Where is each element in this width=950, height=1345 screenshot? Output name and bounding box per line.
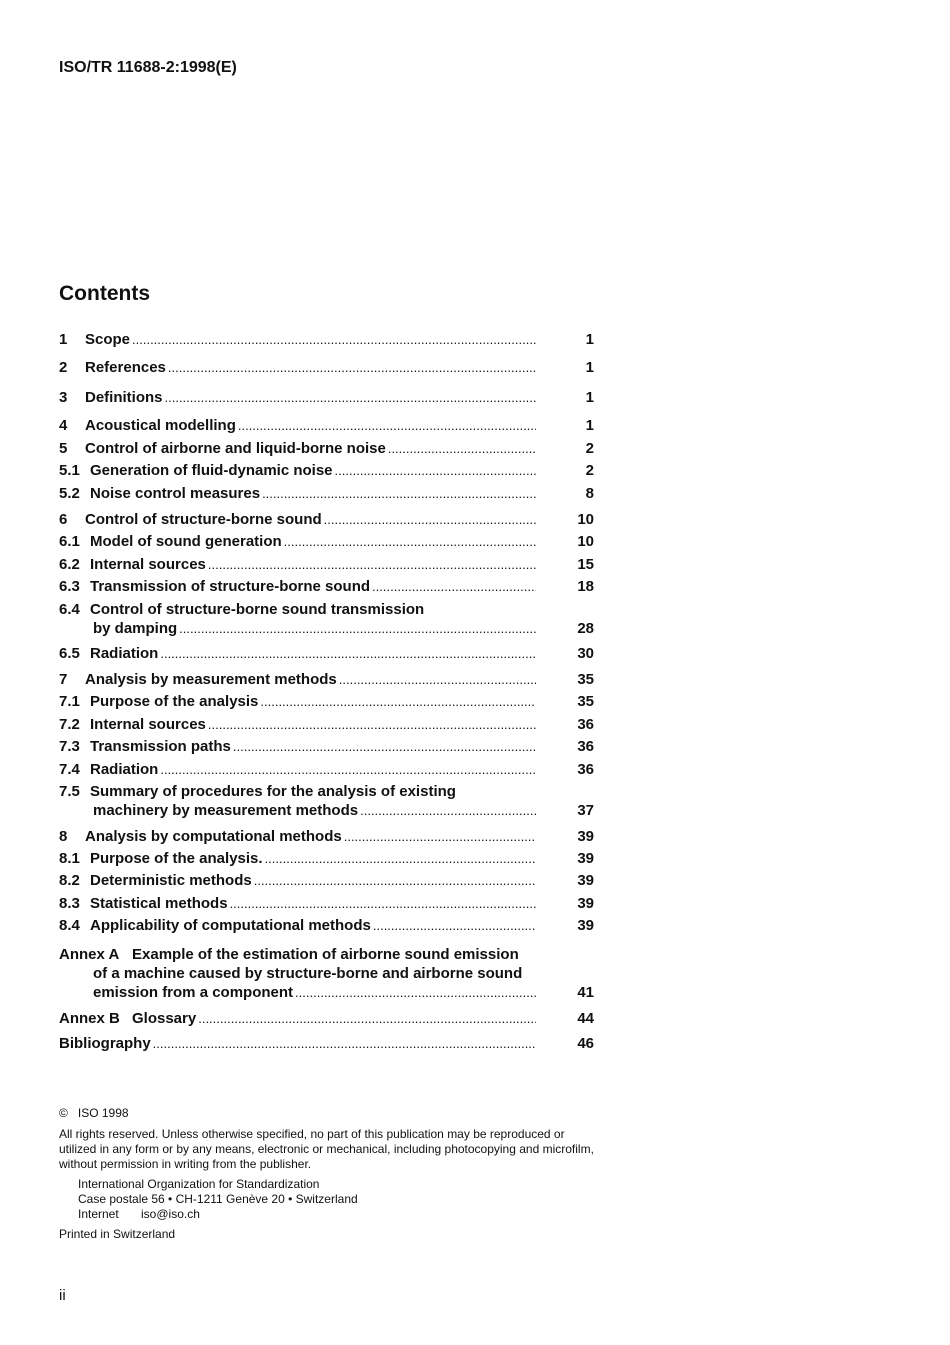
toc-leader xyxy=(168,358,536,377)
toc-page: 1 xyxy=(585,359,594,376)
toc-leader xyxy=(360,801,536,820)
toc-page: 44 xyxy=(577,1010,594,1027)
toc-leader xyxy=(260,692,536,711)
toc-number: 7 xyxy=(59,671,68,688)
toc-entry xyxy=(59,760,594,779)
toc-entry xyxy=(59,916,594,935)
toc-page: 1 xyxy=(585,389,594,406)
toc-entry xyxy=(59,600,594,638)
toc-entry xyxy=(59,358,594,377)
toc-leader xyxy=(160,644,536,663)
toc-title: Definitions xyxy=(85,389,163,406)
toc-page: 10 xyxy=(577,533,594,550)
toc-number: 5 xyxy=(59,440,68,457)
internet-address: iso@iso.ch xyxy=(141,1207,200,1221)
organization-address xyxy=(59,1177,599,1222)
toc-number: 8.3 xyxy=(59,895,80,912)
toc-title: Example of the estimation of airborne sound emission xyxy=(132,946,519,963)
toc-leader xyxy=(373,916,536,935)
toc-number: Annex A xyxy=(59,946,120,963)
document-header: ISO/TR 11688-2:1998(E) xyxy=(59,59,237,76)
internet-label: Internet xyxy=(78,1207,119,1221)
toc-entry xyxy=(59,692,594,711)
toc-number: 1 xyxy=(59,331,68,348)
toc-number: Annex B xyxy=(59,1010,120,1027)
toc-entry xyxy=(59,737,594,756)
toc-entry xyxy=(59,484,594,503)
toc-entry xyxy=(59,388,594,407)
toc-title: Analysis by computational methods xyxy=(85,828,342,845)
toc-number: 5.2 xyxy=(59,485,80,502)
toc-leader xyxy=(165,388,537,407)
toc-entry xyxy=(59,416,594,435)
toc-number: 8.4 xyxy=(59,917,80,934)
toc-leader xyxy=(262,484,536,503)
contents-title: Contents xyxy=(59,282,150,305)
toc-entry xyxy=(59,510,594,529)
toc-number: 6.5 xyxy=(59,645,80,662)
toc-entry xyxy=(59,439,594,458)
toc-number: 3 xyxy=(59,389,68,406)
toc-title: Acoustical modelling xyxy=(85,417,236,434)
toc-number: 6.4 xyxy=(59,601,80,618)
toc-title: Deterministic methods xyxy=(90,872,252,889)
copyright-icon: © xyxy=(59,1106,68,1120)
toc-title: Control of structure-borne sound transmission xyxy=(90,601,425,618)
toc-page: 36 xyxy=(577,716,594,733)
toc-title: Summary of procedures for the analysis of existing xyxy=(90,783,456,800)
toc-page: 36 xyxy=(577,738,594,755)
copyright-line xyxy=(59,1106,599,1121)
toc-page: 46 xyxy=(577,1035,594,1052)
copyright-text: ISO 1998 xyxy=(77,1106,129,1120)
toc-number: 7.4 xyxy=(59,761,80,778)
toc-page: 41 xyxy=(577,984,594,1001)
toc-title: Glossary xyxy=(132,1010,197,1027)
toc-number: 6 xyxy=(59,511,68,528)
toc-title: Control of airborne and liquid-borne noise xyxy=(85,440,386,457)
toc-page: 30 xyxy=(577,645,594,662)
toc-title-continued: machinery by measurement methods xyxy=(93,802,359,819)
toc-leader xyxy=(208,555,536,574)
toc-leader xyxy=(372,577,536,596)
toc-entry xyxy=(59,330,594,349)
toc-page: 1 xyxy=(585,417,594,434)
toc-title: Generation of fluid-dynamic noise xyxy=(90,462,333,479)
toc-leader xyxy=(388,439,536,458)
toc-page: 39 xyxy=(577,895,594,912)
toc-page: 2 xyxy=(585,462,594,479)
toc-leader xyxy=(254,871,536,890)
toc-page: 2 xyxy=(585,440,594,457)
toc-number: 7.3 xyxy=(59,738,80,755)
toc-entry xyxy=(59,1034,594,1053)
printed-in: Printed in Switzerland xyxy=(59,1227,176,1241)
org-name: International Organization for Standardization xyxy=(78,1177,320,1191)
toc-page: 35 xyxy=(577,671,594,688)
toc-leader xyxy=(324,510,536,529)
toc-title: Transmission of structure-borne sound xyxy=(90,578,371,595)
toc-title: Internal sources xyxy=(90,556,206,573)
toc-entry xyxy=(59,532,594,551)
toc-title: Radiation xyxy=(90,645,159,662)
toc-number: 5.1 xyxy=(59,462,80,479)
toc-entry xyxy=(59,577,594,596)
toc-title-continued: by damping xyxy=(93,620,178,637)
toc-number: 4 xyxy=(59,417,68,434)
toc-title: Noise control measures xyxy=(90,485,261,502)
toc-leader xyxy=(284,532,536,551)
toc-leader xyxy=(230,894,536,913)
toc-entry xyxy=(59,461,594,480)
toc-title: Scope xyxy=(85,331,131,348)
rights-notice: All rights reserved. Unless otherwise specified, no part of this publication may be reproduced or utilized in any form or by any means, electronic or mechanical, including photocopying and microfilm, without permission in writing from the publisher. xyxy=(59,1127,594,1171)
toc-page: 39 xyxy=(577,917,594,934)
toc-number: 6.3 xyxy=(59,578,80,595)
toc-leader xyxy=(233,737,536,756)
toc-entry xyxy=(59,945,594,1002)
toc-entry xyxy=(59,1009,594,1028)
toc-title: Purpose of the analysis. xyxy=(90,850,263,867)
toc-leader xyxy=(238,416,536,435)
toc-entry xyxy=(59,670,594,689)
toc-leader xyxy=(208,715,536,734)
toc-page: 39 xyxy=(577,850,594,867)
toc-page: 28 xyxy=(577,620,594,637)
toc-number: 6.2 xyxy=(59,556,80,573)
toc-page: 10 xyxy=(577,511,594,528)
toc-title: Analysis by measurement methods xyxy=(85,671,337,688)
toc-leader xyxy=(179,619,536,638)
toc-number: 7.2 xyxy=(59,716,80,733)
toc-leader xyxy=(132,330,536,349)
toc-title: Model of sound generation xyxy=(90,533,282,550)
toc-leader xyxy=(265,849,536,868)
toc-number: 2 xyxy=(59,359,68,376)
toc-title: Purpose of the analysis xyxy=(90,693,259,710)
toc-number: 8 xyxy=(59,828,68,845)
toc-title: Internal sources xyxy=(90,716,206,733)
toc-number: 8.2 xyxy=(59,872,80,889)
toc-title: Control of structure-borne sound xyxy=(85,511,322,528)
toc-number: 7.1 xyxy=(59,693,80,710)
copyright-block xyxy=(59,1106,599,1242)
toc-leader xyxy=(160,760,536,779)
toc-number: 6.1 xyxy=(59,533,80,550)
toc-leader xyxy=(344,827,536,846)
toc-leader xyxy=(295,983,536,1002)
toc-entry xyxy=(59,555,594,574)
toc-title: Transmission paths xyxy=(90,738,231,755)
toc-leader xyxy=(198,1009,536,1028)
toc-number: 7.5 xyxy=(59,783,80,800)
toc-entry xyxy=(59,827,594,846)
toc-entry xyxy=(59,782,594,820)
toc-page: 35 xyxy=(577,693,594,710)
page-number: ii xyxy=(59,1287,66,1304)
toc-entry xyxy=(59,849,594,868)
toc-number: 8.1 xyxy=(59,850,80,867)
toc-entry xyxy=(59,871,594,890)
toc-page: 39 xyxy=(577,872,594,889)
toc-page: 39 xyxy=(577,828,594,845)
toc-page: 1 xyxy=(585,331,594,348)
toc-leader xyxy=(339,670,536,689)
toc-entry xyxy=(59,715,594,734)
toc-leader xyxy=(335,461,536,480)
toc-title-continued: emission from a component xyxy=(93,984,294,1001)
toc-page: 8 xyxy=(585,485,594,502)
toc-title: Statistical methods xyxy=(90,895,228,912)
toc-title: Bibliography xyxy=(59,1035,151,1052)
toc-title-continued: of a machine caused by structure-borne and airborne sound xyxy=(93,965,523,982)
toc-leader xyxy=(153,1034,536,1053)
org-postal-address: Case postale 56 • CH-1211 Genève 20 • Switzerland xyxy=(78,1192,358,1206)
toc-entry xyxy=(59,644,594,663)
toc-title: References xyxy=(85,359,166,376)
toc-page: 18 xyxy=(577,578,594,595)
toc-page: 36 xyxy=(577,761,594,778)
toc-page: 15 xyxy=(577,556,594,573)
toc-page: 37 xyxy=(577,802,594,819)
toc-entry xyxy=(59,894,594,913)
toc-title: Radiation xyxy=(90,761,159,778)
toc-title: Applicability of computational methods xyxy=(90,917,371,934)
